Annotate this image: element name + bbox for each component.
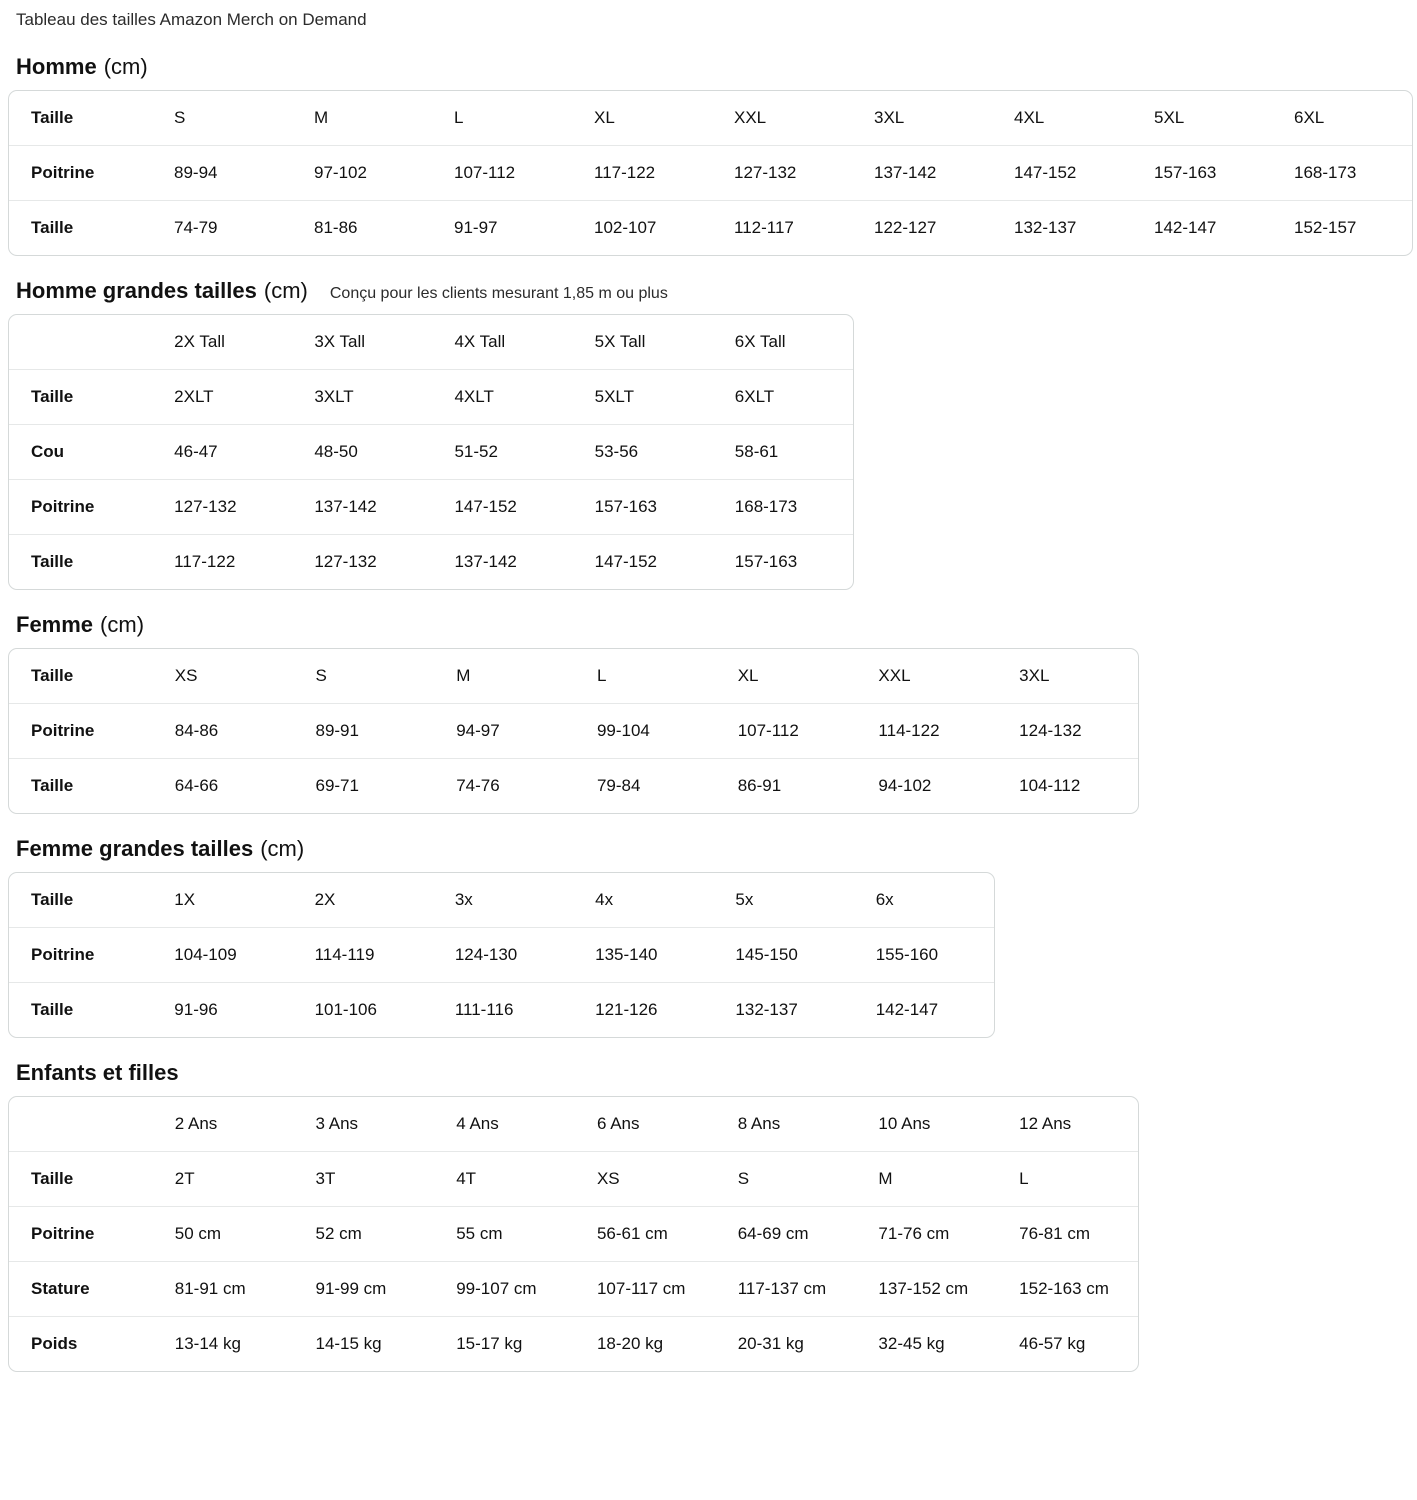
table-row: [9, 649, 1138, 704]
table-cell: 55 cm: [434, 1207, 575, 1262]
section-unit: (cm): [100, 611, 145, 637]
row-label: Poids: [31, 1333, 78, 1353]
table-cell: 15-17 kg: [456, 1333, 523, 1353]
row-label: Taille: [9, 1152, 153, 1207]
table-cell: 102-107: [594, 217, 657, 237]
table-cell: 117-122: [174, 551, 236, 571]
table-row: [9, 873, 994, 928]
table-cell: 1X: [152, 873, 292, 928]
section-title: Homme grandes tailles: [16, 277, 257, 303]
row-label: Stature: [9, 1262, 153, 1317]
table-row: [9, 983, 994, 1037]
table-cell: 64-66: [174, 775, 219, 795]
table-cell: 157-163: [1132, 146, 1272, 201]
table-cell: 104-109: [152, 928, 292, 983]
row-label: Taille: [9, 91, 152, 146]
table-enfants-et-filles: [8, 1096, 1139, 1372]
table-cell: M: [434, 649, 575, 704]
table-cell: 5XLT: [573, 370, 713, 425]
table-cell: 3XLT: [292, 370, 432, 425]
table-cell: 3 Ans: [293, 1097, 434, 1152]
table-cell: 97-102: [292, 146, 432, 201]
table-cell: 4X Tall: [432, 315, 572, 370]
row-label: Poitrine: [9, 704, 153, 759]
table-cell: 4XLT: [432, 370, 572, 425]
table-cell: 4 Ans: [434, 1097, 575, 1152]
table-cell: 114-122: [856, 704, 997, 759]
table-cell: M: [856, 1152, 997, 1207]
row-label: Taille: [31, 999, 74, 1019]
table-cell: 142-147: [875, 999, 939, 1019]
table-cell: 99-107 cm: [434, 1262, 575, 1317]
table-row: [9, 480, 853, 535]
table-cell: 56-61 cm: [575, 1207, 716, 1262]
table-cell: 121-126: [595, 999, 658, 1019]
row-label: Poitrine: [9, 146, 152, 201]
table-cell: S: [716, 1152, 857, 1207]
table-cell: 46-47: [152, 425, 292, 480]
table-cell: 10 Ans: [856, 1097, 997, 1152]
table-cell: 137-152 cm: [856, 1262, 997, 1317]
table-row: [9, 370, 853, 425]
table-row: [9, 425, 853, 480]
table-cell: 91-96: [174, 999, 218, 1019]
section-note: Conçu pour les clients mesurant 1,85 m ou plus: [329, 284, 668, 302]
table-row: [9, 1207, 1138, 1262]
page-title: Tableau des tailles Amazon Merch on Demand: [16, 10, 367, 29]
table-cell: 91-97: [454, 217, 498, 237]
table-cell: 52 cm: [293, 1207, 434, 1262]
row-label: [9, 315, 152, 370]
table-cell: 50 cm: [153, 1207, 294, 1262]
section-title: Femme grandes tailles: [16, 835, 254, 861]
table-cell: XL: [716, 649, 857, 704]
row-label: Poitrine: [9, 1207, 153, 1262]
table-cell: 89-94: [152, 146, 292, 201]
table-row: [9, 315, 853, 370]
table-row: [9, 1262, 1138, 1317]
table-cell: L: [997, 1152, 1138, 1207]
table-cell: XS: [575, 1152, 716, 1207]
table-cell: 64-69 cm: [716, 1207, 857, 1262]
table-cell: 99-104: [575, 704, 716, 759]
table-cell: 81-91 cm: [153, 1262, 294, 1317]
table-cell: 71-76 cm: [856, 1207, 997, 1262]
table-cell: 2 Ans: [153, 1097, 294, 1152]
table-row: [9, 146, 1412, 201]
table-cell: XS: [153, 649, 294, 704]
table-row: [9, 535, 853, 589]
table-cell: 5X Tall: [573, 315, 713, 370]
table-cell: 4XL: [992, 91, 1132, 146]
section-unit: (cm): [103, 53, 148, 79]
table-cell: 127-132: [314, 551, 377, 571]
table-cell: S: [293, 649, 434, 704]
table-row: [9, 759, 1138, 813]
table-cell: 132-137: [1014, 217, 1077, 237]
table-row: [9, 1317, 1138, 1371]
table-cell: 20-31 kg: [737, 1333, 804, 1353]
table-cell: 137-142: [292, 480, 432, 535]
table-cell: XXL: [856, 649, 997, 704]
table-cell: 2XLT: [152, 370, 292, 425]
table-cell: 84-86: [153, 704, 294, 759]
table-cell: 51-52: [432, 425, 572, 480]
table-cell: 94-97: [434, 704, 575, 759]
section-enfants-et-filles: [8, 1060, 1409, 1372]
table-cell: 168-173: [1272, 146, 1412, 201]
table-cell: 4T: [434, 1152, 575, 1207]
table-cell: 157-163: [734, 551, 798, 571]
table-cell: 6 Ans: [575, 1097, 716, 1152]
table-cell: 124-130: [433, 928, 573, 983]
table-cell: 6XLT: [713, 370, 853, 425]
section-title: Femme: [16, 611, 94, 637]
row-label: Poitrine: [9, 480, 152, 535]
table-cell: 8 Ans: [716, 1097, 857, 1152]
row-label: Taille: [31, 551, 74, 571]
table-cell: 5XL: [1132, 91, 1272, 146]
table-cell: 152-157: [1294, 217, 1357, 237]
table-cell: 2X Tall: [152, 315, 292, 370]
table-cell: L: [575, 649, 716, 704]
table-cell: 145-150: [713, 928, 853, 983]
section-heading-homme: [8, 54, 1409, 80]
table-cell: 3XL: [852, 91, 992, 146]
table-cell: 101-106: [314, 999, 377, 1019]
table-cell: 12 Ans: [997, 1097, 1138, 1152]
table-cell: 3X Tall: [292, 315, 432, 370]
table-cell: 107-117 cm: [575, 1262, 716, 1317]
table-cell: 3x: [433, 873, 573, 928]
table-cell: 94-102: [878, 775, 932, 795]
table-cell: 48-50: [292, 425, 432, 480]
table-cell: 13-14 kg: [174, 1333, 241, 1353]
table-cell: 5x: [713, 873, 853, 928]
table-cell: 18-20 kg: [596, 1333, 664, 1353]
section-title: Homme: [16, 53, 97, 79]
table-cell: 147-152: [432, 480, 572, 535]
table-cell: 107-112: [716, 704, 857, 759]
table-cell: 111-116: [454, 999, 514, 1019]
table-cell: 2X: [293, 873, 433, 928]
row-label: Cou: [9, 425, 152, 480]
table-cell: 32-45 kg: [878, 1333, 945, 1353]
table-cell: 114-119: [293, 928, 433, 983]
table-cell: 117-137 cm: [716, 1262, 857, 1317]
table-cell: L: [432, 91, 572, 146]
table-cell: 2T: [153, 1152, 294, 1207]
table-cell: 137-142: [454, 551, 517, 571]
section-heading-enfants-et-filles: [8, 1060, 1409, 1086]
table-cell: 6X Tall: [713, 315, 853, 370]
row-label: Taille: [31, 217, 74, 237]
table-row: [9, 1152, 1138, 1207]
table-row: [9, 704, 1138, 759]
table-cell: 117-122: [572, 146, 712, 201]
table-cell: 104-112: [1019, 775, 1081, 795]
table-femme-grandes-tailles: [8, 872, 995, 1038]
section-title: Enfants et filles: [16, 1059, 179, 1085]
section-homme: [8, 54, 1409, 256]
table-homme-grandes-tailles: [8, 314, 854, 590]
section-heading-femme: [8, 612, 1409, 638]
table-cell: 81-86: [314, 217, 358, 237]
table-row: [9, 91, 1412, 146]
table-cell: 76-81 cm: [997, 1207, 1138, 1262]
row-label: Taille: [9, 370, 152, 425]
table-cell: 6XL: [1272, 91, 1412, 146]
table-femme: [8, 648, 1139, 814]
section-unit: (cm): [260, 835, 305, 861]
section-unit: (cm): [263, 277, 308, 303]
section-femme-grandes-tailles: [8, 836, 1409, 1038]
table-cell: 124-132: [997, 704, 1138, 759]
table-cell: 46-57 kg: [1019, 1333, 1086, 1353]
table-cell: 14-15 kg: [315, 1333, 382, 1353]
table-cell: 74-79: [174, 217, 218, 237]
table-cell: M: [292, 91, 432, 146]
table-row: [9, 928, 994, 983]
table-cell: 168-173: [713, 480, 853, 535]
table-cell: 132-137: [735, 999, 798, 1019]
table-cell: 91-99 cm: [293, 1262, 434, 1317]
table-cell: 155-160: [854, 928, 994, 983]
table-cell: XL: [572, 91, 712, 146]
table-cell: 137-142: [852, 146, 992, 201]
row-label: Taille: [31, 775, 74, 795]
table-cell: 79-84: [596, 775, 641, 795]
table-homme: [8, 90, 1413, 256]
section-homme-grandes-tailles: [8, 278, 1409, 590]
section-femme: [8, 612, 1409, 814]
table-cell: 112-117: [734, 217, 794, 237]
table-cell: 69-71: [315, 775, 359, 795]
table-row: [9, 1097, 1138, 1152]
table-cell: 86-91: [737, 775, 782, 795]
table-cell: S: [152, 91, 292, 146]
table-cell: 142-147: [1154, 217, 1217, 237]
table-cell: 3T: [293, 1152, 434, 1207]
table-cell: 127-132: [712, 146, 852, 201]
row-label: [9, 1097, 153, 1152]
table-cell: 147-152: [594, 551, 658, 571]
table-cell: 147-152: [992, 146, 1132, 201]
table-cell: 89-91: [293, 704, 434, 759]
row-label: Taille: [9, 873, 152, 928]
table-cell: 53-56: [573, 425, 713, 480]
table-cell: 6x: [854, 873, 994, 928]
table-cell: 74-76: [456, 775, 500, 795]
row-label: Taille: [9, 649, 153, 704]
section-heading-homme-grandes-tailles: [8, 278, 1409, 304]
table-cell: 135-140: [573, 928, 713, 983]
table-cell: 3XL: [997, 649, 1138, 704]
table-cell: 122-127: [874, 217, 937, 237]
table-cell: 107-112: [432, 146, 572, 201]
table-cell: 127-132: [152, 480, 292, 535]
table-cell: XXL: [712, 91, 852, 146]
row-label: Poitrine: [9, 928, 152, 983]
table-cell: 58-61: [713, 425, 853, 480]
table-cell: 4x: [573, 873, 713, 928]
table-cell: 152-163 cm: [997, 1262, 1138, 1317]
table-row: [9, 201, 1412, 255]
table-cell: 157-163: [573, 480, 713, 535]
section-heading-femme-grandes-tailles: [8, 836, 1409, 862]
